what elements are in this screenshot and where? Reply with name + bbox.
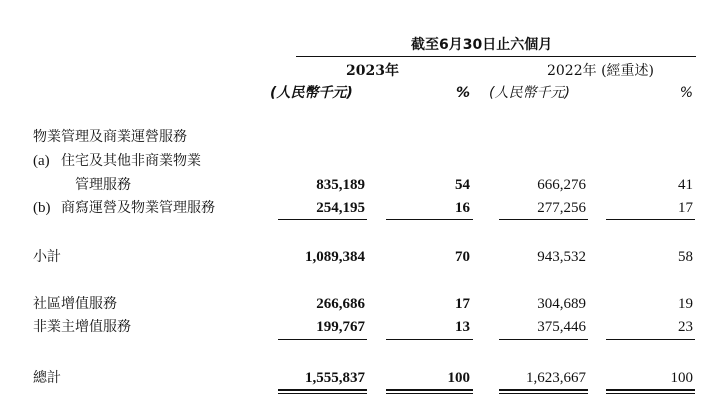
total-double-line-current-2 [278, 393, 367, 394]
row-b-label: 商寫運營及物業管理服務 [61, 200, 215, 216]
unit-prior-header: (人民幣千元) [489, 85, 570, 101]
row-a-label-line2: 管理服務 [75, 177, 131, 193]
row-a-prior: 666,276 [537, 177, 586, 193]
row-a-prior-pct: 41 [678, 177, 693, 193]
pct-current-header: % [455, 85, 470, 101]
period-underline [296, 56, 696, 57]
unit-current-header: (人民幣千元) [270, 85, 353, 101]
subtotal-line-prior-pct [606, 219, 695, 220]
total-double-line-prior-pct-1 [606, 389, 695, 391]
total-prior: 1,623,667 [526, 370, 586, 386]
pct-prior-header: % [679, 85, 693, 101]
total-current: 1,555,837 [305, 370, 365, 386]
total-top-line-prior [499, 339, 588, 340]
year-current-header: 2023年 [346, 63, 399, 79]
total-current-pct: 100 [447, 370, 470, 386]
total-double-line-current-1 [278, 389, 367, 391]
community-prior: 304,689 [537, 296, 586, 312]
total-top-line-prior-pct [606, 339, 695, 340]
total-double-line-prior-2 [499, 393, 588, 394]
subtotal-line-current-pct [386, 219, 473, 220]
subtotal-current-pct: 70 [455, 249, 470, 265]
non-owner-prior: 375,446 [537, 319, 586, 335]
subtotal-line-current [278, 219, 367, 220]
row-b-current: 254,195 [316, 200, 365, 216]
community-prior-pct: 19 [678, 296, 693, 312]
subtotal-line-prior [499, 219, 588, 220]
total-double-line-current-pct-1 [386, 389, 473, 391]
total-double-line-prior-1 [499, 389, 588, 391]
row-b-prior-pct: 17 [678, 200, 693, 216]
non-owner-label: 非業主增值服務 [33, 319, 131, 335]
total-top-line-current-pct [386, 339, 473, 340]
non-owner-prior-pct: 23 [678, 319, 693, 335]
row-b-prefix: (b) [33, 200, 51, 216]
subtotal-label: 小計 [33, 249, 61, 265]
row-b-prior: 277,256 [537, 200, 586, 216]
subtotal-prior: 943,532 [537, 249, 586, 265]
row-a-label-line1: 住宅及其他非商業物業 [61, 153, 201, 169]
subtotal-current: 1,089,384 [305, 249, 365, 265]
total-double-line-prior-pct-2 [606, 393, 695, 394]
non-owner-current-pct: 13 [455, 319, 470, 335]
total-top-line-current [278, 339, 367, 340]
total-double-line-current-pct-2 [386, 393, 473, 394]
row-b-current-pct: 16 [455, 200, 470, 216]
non-owner-current: 199,767 [316, 319, 365, 335]
community-current: 266,686 [316, 296, 365, 312]
year-prior-header: 2022年 (經重述) [546, 63, 654, 79]
community-label: 社區增值服務 [33, 296, 117, 312]
row-a-current: 835,189 [316, 177, 365, 193]
total-prior-pct: 100 [670, 370, 693, 386]
subtotal-prior-pct: 58 [678, 249, 693, 265]
row-a-prefix: (a) [33, 153, 50, 169]
period-header: 截至6月30日止六個月 [411, 37, 553, 53]
row-a-current-pct: 54 [455, 177, 470, 193]
section-title: 物業管理及商業運營服務 [33, 129, 187, 145]
community-current-pct: 17 [455, 296, 470, 312]
total-label: 總計 [33, 370, 61, 386]
